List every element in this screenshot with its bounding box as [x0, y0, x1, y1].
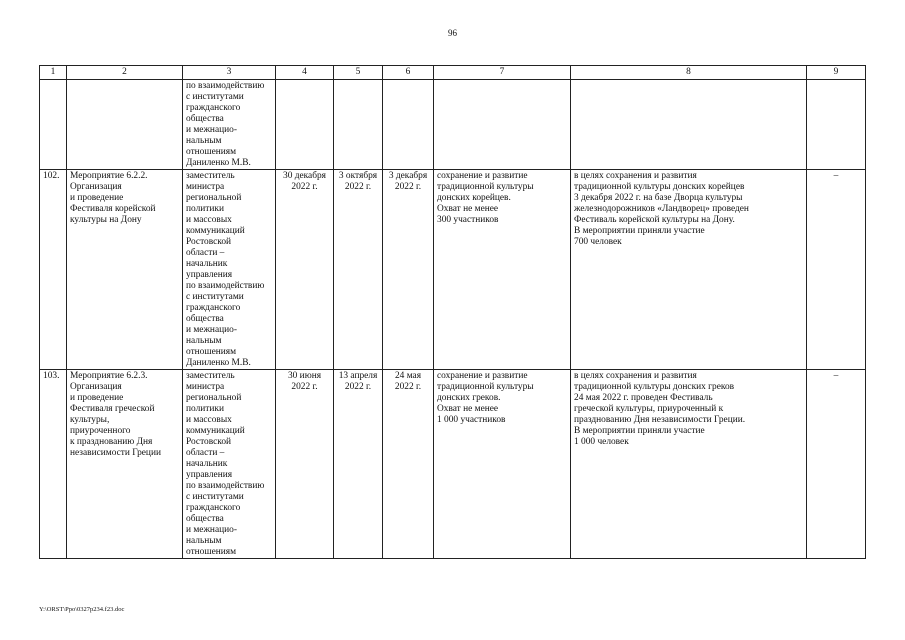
table-row — [40, 370, 866, 559]
start-date-cell: 3 октября 2022 г. — [334, 170, 383, 370]
column-header: 8 — [571, 66, 807, 80]
column-header: 2 — [67, 66, 183, 80]
responsible-cell: по взаимодействию с институтами гражданского общества и межнацио- нальным отношениям Даниленко М.В. — [183, 80, 276, 170]
expected-result-cell: сохранение и развитие традиционной культуры донских корейцев. Охват не менее 300 участников — [434, 170, 571, 370]
start-date-cell: 13 апреля 2022 г. — [334, 370, 383, 559]
table-header-row — [40, 66, 866, 80]
page-number: 96 — [448, 28, 457, 38]
column-header: 6 — [383, 66, 434, 80]
event-cell: Мероприятие 6.2.3. Организация и проведение Фестиваля греческой культуры, приуроченного к празднованию Дня независимости Греции — [67, 370, 183, 559]
planned-date-cell: 30 декабря 2022 г. — [276, 170, 334, 370]
event-cell: Мероприятие 6.2.2. Организация и проведение Фестиваля корейской культуры на Дону — [67, 170, 183, 370]
notes-cell: – — [807, 370, 866, 559]
planned-date-cell: 30 июня 2022 г. — [276, 370, 334, 559]
file-path-footer: Y:\ORST\Ppo\0327p234.f23.doc — [39, 606, 125, 613]
responsible-cell: заместитель министра региональной политики и массовых коммуникаций Ростовской области – начальник управления по взаимодействию с институтами гражданского общества и межнацио- нальным отношениям Даниленко М.В. — [183, 170, 276, 370]
actual-result-cell: в целях сохранения и развития традиционной культуры донских греков 24 мая 2022 г. проведен Фестиваль греческой культуры, приуроченный к празднованию Дня независимости Греции. В мероприятии приняли участие 1 000 человек — [571, 370, 807, 559]
end-date-cell: 3 декабря 2022 г. — [383, 170, 434, 370]
actual-result-cell: в целях сохранения и развития традиционной культуры донских корейцев 3 декабря 2022 г. на базе Дворца культуры железнодорожников «Ландворец» проведен Фестиваль корейской культуры на Дону. В мероприятии приняли участие 700 человек — [571, 170, 807, 370]
responsible-cell: заместитель министра региональной политики и массовых коммуникаций Ростовской области – начальник управления по взаимодействию с институтами гражданского общества и межнацио- нальным отношениям — [183, 370, 276, 559]
end-date-cell: 24 мая 2022 г. — [383, 370, 434, 559]
column-header: 9 — [807, 66, 866, 80]
table-row-continuation — [40, 80, 866, 170]
report-table — [39, 65, 866, 559]
expected-result-cell: сохранение и развитие традиционной культуры донских греков. Охват не менее 1 000 участников — [434, 370, 571, 559]
table-row — [40, 170, 866, 370]
column-header: 1 — [40, 66, 67, 80]
column-header: 5 — [334, 66, 383, 80]
column-header: 3 — [183, 66, 276, 80]
notes-cell: – — [807, 170, 866, 370]
row-number-cell: 102. — [40, 170, 67, 370]
column-header: 4 — [276, 66, 334, 80]
row-number-cell: 103. — [40, 370, 67, 559]
column-header: 7 — [434, 66, 571, 80]
